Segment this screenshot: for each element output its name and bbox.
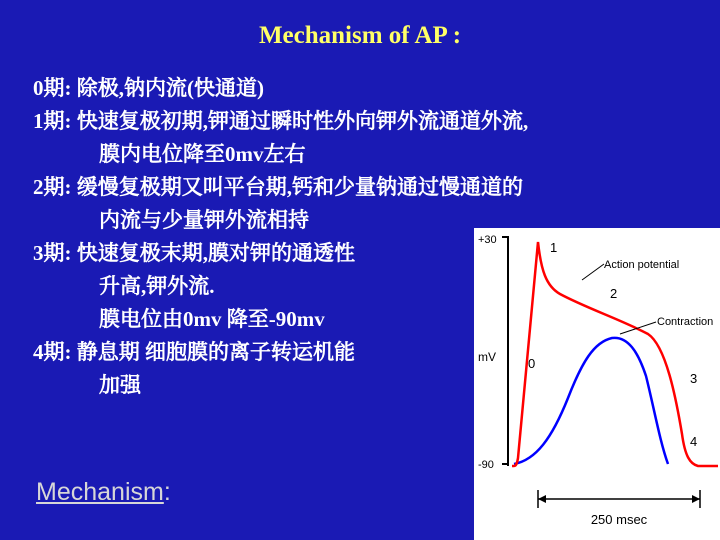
ap-label-leader [582,264,604,280]
phase-number-4: 4 [690,434,698,449]
phase-number-0: 0 [528,356,536,371]
mechanism-colon: : [163,478,171,506]
phase-number-3: 3 [690,371,698,386]
phase-0-line-1: 0期: 除极,钠内流(快通道) [33,76,264,100]
phase-4-line-1: 4期: 静息期 细胞膜的离子转运机能 [33,340,355,364]
y-axis-unit: mV [478,350,496,364]
action-potential-diagram [474,228,720,540]
mechanism-link-text: Mechanism [36,478,164,506]
time-bar-right-arrow [692,495,700,503]
phase-2-line-1: 2期: 缓慢复极期又叫平台期,钙和少量钠通过慢通道的 [33,175,523,199]
y-top-label: +30 [478,234,497,246]
time-bar-left-arrow [538,495,546,503]
phase-3-line-2: 升高,钾外流. [99,274,215,298]
phase-2-line-2: 内流与少量钾外流相持 [99,208,309,232]
phase-number-1: 1 [550,240,558,255]
phase-1-line-1: 1期: 快速复极初期,钾通过瞬时性外向钾外流通道外流, [33,109,529,133]
contraction-label: Contraction [657,316,714,328]
phase-1-line-2: 膜内电位降至0mv左右 [99,142,306,166]
mechanism-heading [36,478,171,507]
action-potential-figure [474,228,720,540]
action-potential-curve [512,242,718,466]
contraction-curve [514,338,668,464]
phase-3-line-1: 3期: 快速复极末期,膜对钾的通透性 [33,241,355,265]
time-scale-label: 250 msec [590,512,648,527]
phase-4-line-2: 加强 [99,373,141,397]
y-bottom-label: -90 [478,459,494,471]
phase-number-2: 2 [610,286,618,301]
slide-title: Mechanism of AP : [258,22,462,49]
action-potential-label: Action potential [604,259,680,271]
phase-3-line-3: 膜电位由0mv 降至-90mv [99,307,325,331]
